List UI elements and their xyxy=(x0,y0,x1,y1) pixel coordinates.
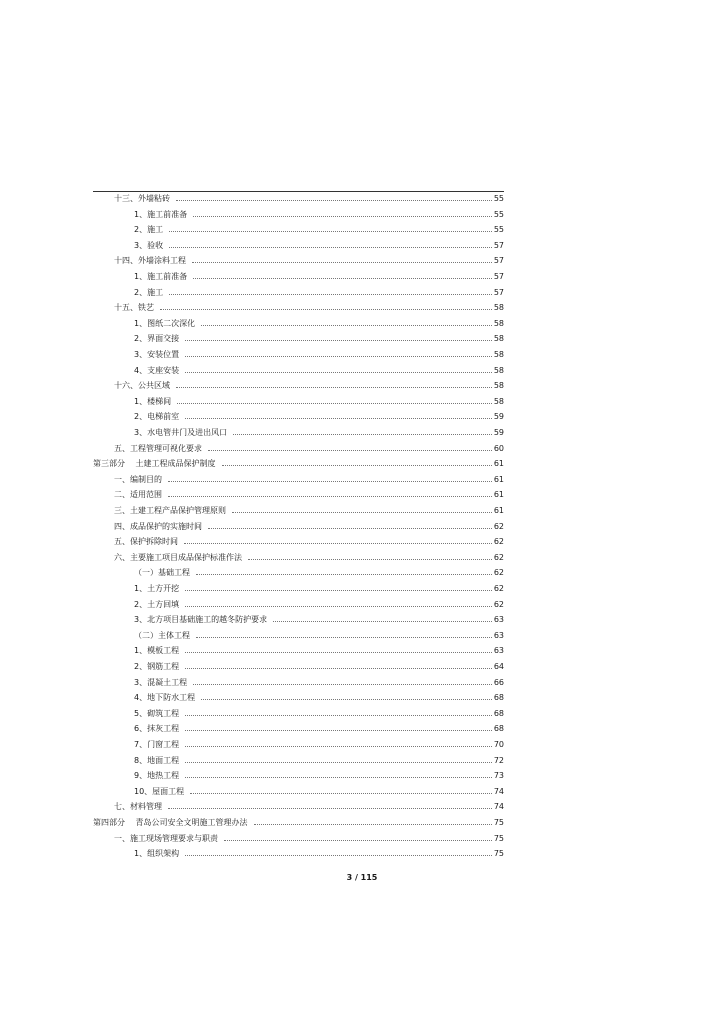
toc-page-number: 68 xyxy=(493,709,504,718)
toc-page-number: 58 xyxy=(493,366,504,375)
toc-dot-leader xyxy=(248,559,492,560)
toc-entry-title: 四、成品保护的实施时间 xyxy=(114,522,202,531)
toc-entry[interactable] xyxy=(0,630,724,642)
toc-entry-title: 5、砌筑工程 xyxy=(134,709,180,718)
toc-entry-title: 3、水电管井门及进出风口 xyxy=(134,428,228,437)
toc-dot-leader xyxy=(190,793,492,794)
toc-entry[interactable] xyxy=(0,193,724,205)
toc-dot-leader xyxy=(192,262,492,263)
toc-dot-leader xyxy=(185,340,492,341)
toc-entry[interactable] xyxy=(0,396,724,408)
toc-page-number: 61 xyxy=(493,490,504,499)
toc-entry-title: 10、屋面工程 xyxy=(134,787,185,796)
toc-entry-title: 4、地下防水工程 xyxy=(134,693,196,702)
toc-dot-leader xyxy=(169,231,492,232)
toc-dot-leader xyxy=(222,465,492,466)
toc-page-number: 75 xyxy=(493,849,504,858)
toc-dot-leader xyxy=(185,777,492,778)
toc-page-number: 58 xyxy=(493,319,504,328)
toc-page-number: 63 xyxy=(493,615,504,624)
toc-entry-title: 7、门窗工程 xyxy=(134,740,180,749)
toc-entry-title: 十五、铁艺 xyxy=(114,303,154,312)
toc-dot-leader xyxy=(169,294,492,295)
toc-page-number: 59 xyxy=(493,412,504,421)
toc-page-number: 70 xyxy=(493,740,504,749)
toc-entry-title: 二、适用范围 xyxy=(114,490,162,499)
toc-page-number: 68 xyxy=(493,693,504,702)
toc-dot-leader xyxy=(196,574,492,575)
toc-entry[interactable] xyxy=(0,318,724,330)
toc-page-number: 59 xyxy=(493,428,504,437)
toc-entry-title: 2、施工 xyxy=(134,225,164,234)
toc-entry[interactable] xyxy=(0,427,724,439)
toc-page-number: 62 xyxy=(493,584,504,593)
toc-page-number: 57 xyxy=(493,288,504,297)
toc-page-number: 63 xyxy=(493,646,504,655)
toc-entry-title: 十三、外墙粘砖 xyxy=(114,194,170,203)
toc-page-number: 58 xyxy=(493,381,504,390)
toc-dot-leader xyxy=(193,278,492,279)
toc-entry-title: 六、主要施工项目成品保护标准作法 xyxy=(114,553,242,562)
toc-dot-leader xyxy=(193,216,492,217)
toc-entry-title: 3、验收 xyxy=(134,241,164,250)
toc-entry-title: 1、图纸二次深化 xyxy=(134,319,196,328)
toc-entry[interactable] xyxy=(0,287,724,299)
toc-page-number: 63 xyxy=(493,631,504,640)
toc-entry[interactable] xyxy=(0,333,724,345)
toc-dot-leader xyxy=(185,356,492,357)
toc-entry[interactable] xyxy=(0,567,724,579)
toc-entry[interactable] xyxy=(0,489,724,501)
toc-entry[interactable] xyxy=(0,770,724,782)
toc-entry-title: （二）主体工程 xyxy=(134,631,190,640)
toc-dot-leader xyxy=(160,309,492,310)
toc-dot-leader xyxy=(185,762,492,763)
toc-entry-title: 七、材料管理 xyxy=(114,802,162,811)
toc-entry[interactable] xyxy=(0,536,724,548)
toc-dot-leader xyxy=(201,325,492,326)
toc-entry-title: 五、工程管理可视化要求 xyxy=(114,444,202,453)
toc-entry-title: 3、混凝土工程 xyxy=(134,678,188,687)
toc-entry[interactable] xyxy=(0,302,724,314)
toc-page-number: 62 xyxy=(493,522,504,531)
toc-entry[interactable] xyxy=(0,505,724,517)
toc-page-number: 58 xyxy=(493,334,504,343)
toc-entry[interactable] xyxy=(0,458,724,470)
toc-dot-leader xyxy=(184,543,492,544)
toc-dot-leader xyxy=(185,372,492,373)
toc-page-number: 58 xyxy=(493,397,504,406)
toc-entry-title: 2、钢筋工程 xyxy=(134,662,180,671)
toc-dot-leader xyxy=(208,450,492,451)
toc-entry-title: 2、施工 xyxy=(134,288,164,297)
toc-entry-title: 1、组织架构 xyxy=(134,849,180,858)
toc-page-number: 57 xyxy=(493,241,504,250)
toc-entry-title: 9、地热工程 xyxy=(134,771,180,780)
toc-page-number: 62 xyxy=(493,553,504,562)
toc-entry-title: 五、保护拆除时间 xyxy=(114,537,178,546)
toc-page-number: 61 xyxy=(493,459,504,468)
toc-dot-leader xyxy=(273,621,492,622)
toc-page-number: 58 xyxy=(493,350,504,359)
toc-entry-title: 1、土方开挖 xyxy=(134,584,180,593)
toc-entry-title: 第四部分 青岛公司安全文明施工管理办法 xyxy=(93,818,248,827)
toc-entry-title: 一、编制目的 xyxy=(114,475,162,484)
toc-entry[interactable] xyxy=(0,599,724,611)
toc-dot-leader xyxy=(169,247,492,248)
toc-entry[interactable] xyxy=(0,692,724,704)
toc-dot-leader xyxy=(185,746,492,747)
toc-entry[interactable] xyxy=(0,755,724,767)
toc-entry-title: 1、楼梯间 xyxy=(134,397,172,406)
toc-entry[interactable] xyxy=(0,255,724,267)
toc-dot-leader xyxy=(176,387,492,388)
toc-entry-title: 2、电梯前室 xyxy=(134,412,180,421)
toc-entry-title: （一）基础工程 xyxy=(134,568,190,577)
toc-dot-leader xyxy=(196,637,492,638)
toc-entry-title: 2、土方回填 xyxy=(134,600,180,609)
toc-dot-leader xyxy=(224,840,492,841)
toc-entry[interactable] xyxy=(0,240,724,252)
toc-dot-leader xyxy=(201,699,492,700)
toc-page-number: 66 xyxy=(493,678,504,687)
toc-page-number: 61 xyxy=(493,475,504,484)
toc-entry[interactable] xyxy=(0,833,724,845)
toc-page-number: 55 xyxy=(493,225,504,234)
toc-dot-leader xyxy=(232,512,492,513)
toc-dot-leader xyxy=(185,418,492,419)
toc-dot-leader xyxy=(185,652,492,653)
toc-entry[interactable] xyxy=(0,661,724,673)
page-number: 3 / 115 xyxy=(346,873,378,882)
toc-entry[interactable] xyxy=(0,474,724,486)
toc-entry[interactable] xyxy=(0,224,724,236)
toc-dot-leader xyxy=(168,808,492,809)
toc-entry-title: 3、北方项目基础施工的越冬防护要求 xyxy=(134,615,268,624)
toc-entry-title: 1、施工前准备 xyxy=(134,272,188,281)
toc-entry-title: 4、支座安装 xyxy=(134,366,180,375)
toc-entry-title: 十六、公共区域 xyxy=(114,381,170,390)
toc-entry[interactable] xyxy=(0,817,724,829)
toc-page-number: 68 xyxy=(493,724,504,733)
toc-page-number: 72 xyxy=(493,756,504,765)
toc-entry[interactable] xyxy=(0,739,724,751)
toc-entry-title: 十四、外墙涂料工程 xyxy=(114,256,186,265)
toc-entry[interactable] xyxy=(0,380,724,392)
toc-dot-leader xyxy=(176,200,492,201)
toc-dot-leader xyxy=(193,684,492,685)
toc-dot-leader xyxy=(185,668,492,669)
toc-entry[interactable] xyxy=(0,552,724,564)
toc-entry[interactable] xyxy=(0,583,724,595)
toc-page-number: 57 xyxy=(493,272,504,281)
toc-page-number: 62 xyxy=(493,600,504,609)
toc-entry[interactable] xyxy=(0,848,724,860)
toc-entry[interactable] xyxy=(0,708,724,720)
toc-dot-leader xyxy=(185,590,492,591)
toc-entry[interactable] xyxy=(0,521,724,533)
toc-dot-leader xyxy=(168,481,492,482)
toc-page-number: 58 xyxy=(493,303,504,312)
toc-entry[interactable] xyxy=(0,801,724,813)
toc-page-number: 75 xyxy=(493,834,504,843)
toc-page-number: 61 xyxy=(493,506,504,515)
toc-entry-title: 1、模板工程 xyxy=(134,646,180,655)
toc-entry[interactable] xyxy=(0,209,724,221)
toc-dot-leader xyxy=(233,434,492,435)
toc-entry[interactable] xyxy=(0,645,724,657)
toc-entry[interactable] xyxy=(0,677,724,689)
toc-dot-leader xyxy=(185,715,492,716)
toc-dot-leader xyxy=(185,606,492,607)
toc-dot-leader xyxy=(168,496,492,497)
toc-entry-title: 8、地面工程 xyxy=(134,756,180,765)
toc-page-number: 74 xyxy=(493,802,504,811)
toc-entry-title: 2、界面交接 xyxy=(134,334,180,343)
toc-page-number: 64 xyxy=(493,662,504,671)
toc-entry-title: 一、施工现场管理要求与职责 xyxy=(114,834,218,843)
toc-entry[interactable] xyxy=(0,443,724,455)
toc-page-number: 75 xyxy=(493,818,504,827)
toc-entry-title: 3、安装位置 xyxy=(134,350,180,359)
toc-dot-leader xyxy=(185,855,492,856)
toc-entry[interactable] xyxy=(0,411,724,423)
toc-page-number: 55 xyxy=(493,194,504,203)
toc-entry[interactable] xyxy=(0,723,724,735)
toc-page-number: 57 xyxy=(493,256,504,265)
toc-page-number: 74 xyxy=(493,787,504,796)
toc-entry[interactable] xyxy=(0,614,724,626)
toc-entry[interactable] xyxy=(0,786,724,798)
toc-entry[interactable] xyxy=(0,349,724,361)
toc-page-number: 62 xyxy=(493,537,504,546)
toc-entry-title: 三、土建工程产品保护管理原则 xyxy=(114,506,226,515)
toc-entry[interactable] xyxy=(0,271,724,283)
toc-page-number: 73 xyxy=(493,771,504,780)
toc-dot-leader xyxy=(208,528,492,529)
toc-page-number: 55 xyxy=(493,210,504,219)
toc-dot-leader xyxy=(177,403,492,404)
toc-dot-leader xyxy=(254,824,492,825)
toc-entry[interactable] xyxy=(0,365,724,377)
toc-dot-leader xyxy=(185,730,492,731)
toc-entry-title: 6、抹灰工程 xyxy=(134,724,180,733)
toc-entry-title: 1、施工前准备 xyxy=(134,210,188,219)
toc-page-number: 62 xyxy=(493,568,504,577)
toc-entry-title: 第三部分 土建工程成品保护制度 xyxy=(93,459,216,468)
toc-page-number: 60 xyxy=(493,444,504,453)
